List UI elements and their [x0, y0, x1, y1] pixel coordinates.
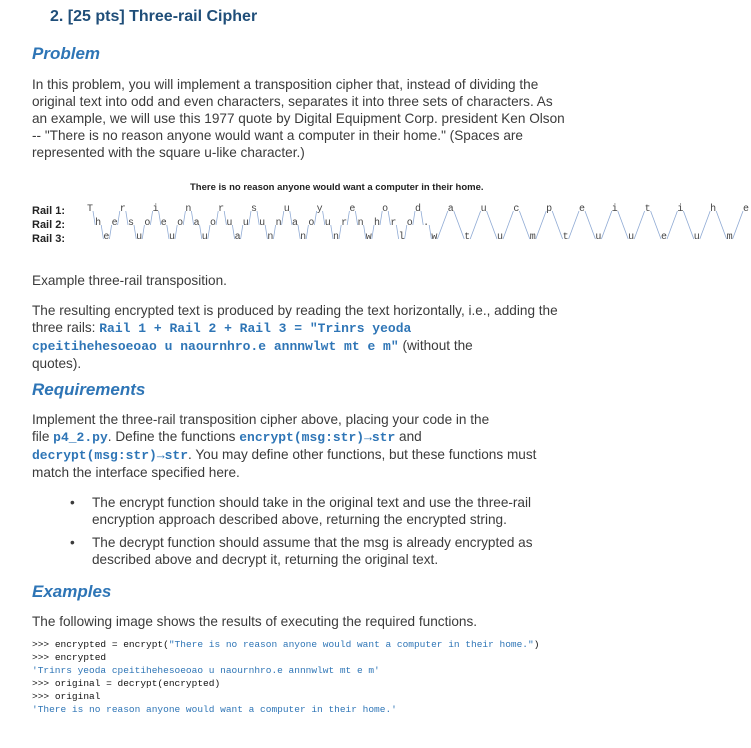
problem-heading: Problem: [32, 44, 101, 63]
result-paragraph: [32, 302, 607, 372]
rail-char: p: [546, 204, 553, 215]
rail-char: u: [628, 232, 635, 243]
rail-char: s: [250, 204, 257, 215]
rail-char: n: [267, 232, 274, 243]
rail-char: t: [562, 232, 569, 243]
console-line: [32, 664, 632, 677]
rail-char: a: [193, 218, 200, 229]
rail-char: e: [349, 204, 356, 215]
rail-char: n: [357, 218, 364, 229]
rail-char: w: [431, 232, 438, 243]
rail-char: c: [513, 204, 520, 215]
problem-line: represented with the square u-like character.): [32, 145, 305, 160]
console-prompt: >>>: [32, 691, 55, 702]
decrypt-signature: decrypt(msg:str)→str: [32, 448, 189, 463]
rail-char: u: [480, 204, 487, 215]
console-code: original = decrypt(encrypted): [54, 678, 221, 689]
rail-char: o: [308, 218, 315, 229]
console-line: [32, 638, 632, 651]
rail-char: e: [578, 204, 585, 215]
figure-caption: There is no reason anyone would want a computer in their home.: [190, 182, 484, 193]
console-prompt: >>>: [32, 652, 55, 663]
console-end: ): [533, 639, 540, 650]
rail-char: i: [152, 204, 159, 215]
rail-char: u: [226, 218, 233, 229]
rail-char: a: [234, 232, 241, 243]
rail-char: a: [291, 218, 298, 229]
rail-char: e: [742, 204, 749, 215]
rail-char: u: [595, 232, 602, 243]
rail-char: n: [275, 218, 282, 229]
rail-char: o: [177, 218, 184, 229]
rail-char: o: [382, 204, 389, 215]
rail-char: r: [218, 204, 225, 215]
example-caption: Example three-rail transposition.: [32, 273, 227, 288]
req-text: match the interface specified here.: [32, 465, 240, 480]
rail-char: a: [447, 204, 454, 215]
problem-line: -- "There is no reason anyone would want a computer in their home." (Spaces are: [32, 128, 523, 143]
console-line: [32, 677, 632, 690]
result-code: Rail 1 + Rail 2 + Rail 3 = "Trinrs yeoda: [99, 321, 412, 336]
req-text: . You may define other functions, but these functions must: [188, 447, 537, 462]
rail-char: u: [496, 232, 503, 243]
console-code: encrypted: [54, 652, 107, 663]
rail-char: i: [677, 204, 684, 215]
bullet-text: The encrypt function should take in the original text and use the three-rail encryption approach described above, returning the encrypted string.: [92, 495, 532, 527]
rail-char: e: [103, 232, 110, 243]
rail-char: r: [119, 204, 126, 215]
rail-char: w: [365, 232, 372, 243]
rail-char: l: [398, 232, 405, 243]
result-text: three rails:: [32, 320, 100, 335]
result-text: The resulting encrypted text is produced by reading the text horizontally, i.e., adding the: [32, 303, 558, 318]
examples-intro: The following image shows the results of executing the required functions.: [32, 614, 478, 629]
console-str: "There is no reason anyone would want a computer in their home.": [168, 639, 534, 650]
console-line: [32, 690, 632, 703]
list-item: [70, 534, 592, 568]
rail-char: t: [464, 232, 471, 243]
rail-char: u: [201, 232, 208, 243]
rail-char: n: [332, 232, 339, 243]
rail-char: u: [259, 218, 266, 229]
rail-char: t: [644, 204, 651, 215]
rail-char: h: [710, 204, 717, 215]
rail-char: e: [111, 218, 118, 229]
console-prompt: >>>: [32, 678, 55, 689]
rail-char: r: [390, 218, 397, 229]
requirements-heading: Requirements: [32, 380, 146, 399]
requirements-list: [70, 494, 592, 574]
file-name: p4_2.py: [53, 430, 108, 445]
rail-figure: [32, 200, 749, 255]
rail-char: u: [242, 218, 249, 229]
rail-char: o: [406, 218, 413, 229]
problem-paragraph: [32, 76, 607, 161]
result-code: cpeitihehesoeoao u naournhro.e annnwlwt mt e m": [32, 339, 399, 354]
problem-line: In this problem, you will implement a transposition cipher that, instead of dividing the: [32, 77, 539, 92]
rail-3-label: Rail 3:: [32, 233, 66, 245]
problem-line: an example, we will use this 1977 quote by Digital Equipment Corp. president Ken Olson: [32, 111, 565, 126]
examples-heading: Examples: [32, 582, 112, 601]
rail-char: m: [529, 232, 536, 243]
rail-char: u: [324, 218, 331, 229]
rail-char: s: [127, 218, 134, 229]
python-console: [32, 638, 632, 716]
rail-char: n: [300, 232, 307, 243]
console-code: 'There is no reason anyone would want a computer in their home.': [32, 704, 397, 715]
rail-char: u: [168, 232, 175, 243]
req-text: and: [395, 429, 422, 444]
rail-char: u: [136, 232, 143, 243]
console-line: [32, 651, 632, 664]
rail-char: e: [160, 218, 167, 229]
console-line: [32, 703, 632, 716]
req-text: . Define the functions: [107, 429, 240, 444]
bullet-icon: •: [70, 535, 75, 550]
rail-char: h: [95, 218, 102, 229]
rail-char: r: [341, 218, 348, 229]
rail-2-label: Rail 2:: [32, 219, 66, 231]
problem-line: original text into odd and even characters, separates it into three sets of characters. As: [32, 94, 553, 109]
requirements-paragraph: [32, 411, 607, 481]
console-code: encrypted = encrypt(: [54, 639, 169, 650]
rail-char: .: [423, 218, 430, 229]
console-code: original: [54, 691, 101, 702]
result-text: (without the: [398, 338, 473, 353]
console-prompt: >>>: [32, 639, 55, 650]
rail-char: o: [209, 218, 216, 229]
result-text: quotes).: [32, 356, 82, 371]
rail-char: i: [611, 204, 618, 215]
req-text: file: [32, 429, 54, 444]
bullet-icon: •: [70, 495, 75, 510]
rail-char: d: [414, 204, 421, 215]
rail-char: T: [86, 204, 93, 215]
console-code: 'Trinrs yeoda cpeitihehesoeoao u naournhro.e annnwlwt mt e m': [32, 665, 380, 676]
rail-char: e: [660, 232, 667, 243]
encrypt-signature: encrypt(msg:str)→str: [239, 430, 396, 445]
rail-char: u: [283, 204, 290, 215]
rail-char: h: [373, 218, 380, 229]
page-title: 2. [25 pts] Three-rail Cipher: [50, 8, 258, 25]
req-text: Implement the three-rail transposition cipher above, placing your code in the: [32, 412, 490, 427]
rail-char: n: [185, 204, 192, 215]
bullet-text: The decrypt function should assume that the msg is already encrypted as described above and decrypt it, returning the original text.: [92, 535, 533, 567]
rail-char: u: [693, 232, 700, 243]
rail-char: o: [144, 218, 151, 229]
rail-char: m: [726, 232, 733, 243]
list-item: [70, 494, 592, 528]
rail-char: y: [316, 204, 323, 215]
rail-1-label: Rail 1:: [32, 205, 66, 217]
